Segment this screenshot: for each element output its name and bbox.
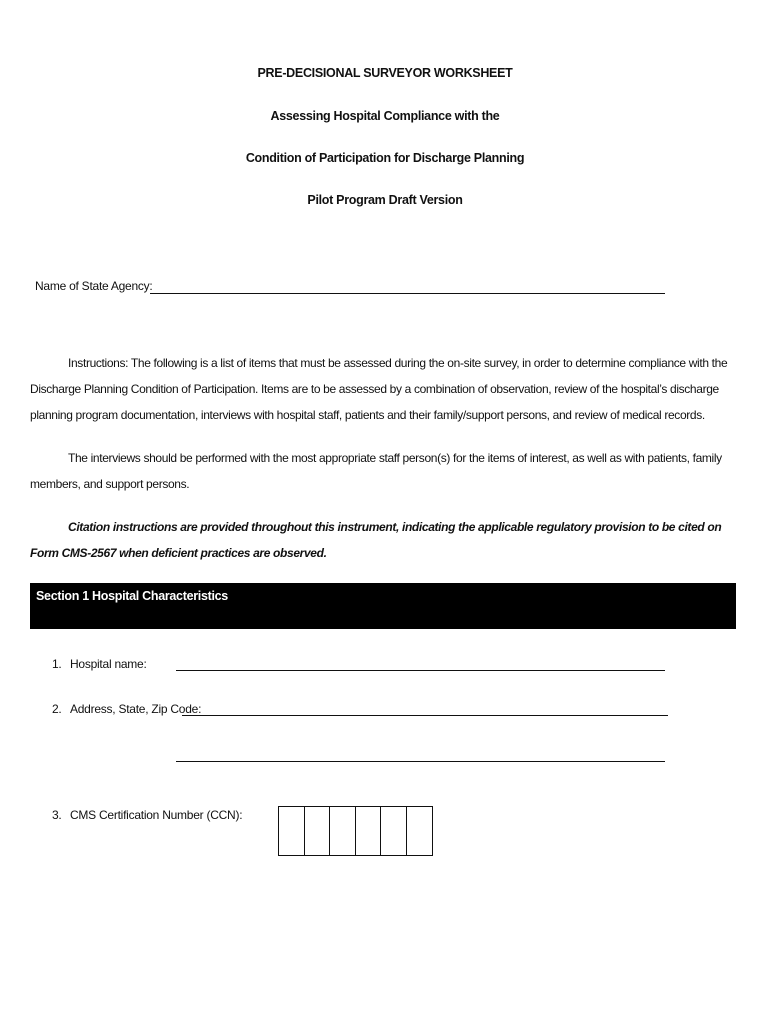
section-1-header	[30, 583, 736, 629]
item-3-number: 3.	[52, 808, 62, 822]
hospital-name-underline	[176, 670, 665, 671]
citation-text: Citation instructions are provided throughout this instrument, indicating the applicable regulatory provision to be cited on Form CMS-2567 when deficient practices are observed.	[30, 520, 722, 560]
state-agency-field[interactable]	[150, 276, 664, 292]
item-1-number: 1.	[52, 657, 62, 671]
worksheet-title: PRE-DECISIONAL SURVEYOR WORKSHEET	[257, 66, 513, 80]
address-underline-1	[182, 715, 668, 716]
interviews-text: The interviews should be performed with the most appropriate staff person(s) for the items of interest, as well as with patients, family members, and support persons.	[30, 451, 722, 491]
ccn-input-grid	[278, 806, 433, 856]
ccn-digit-box[interactable]	[305, 807, 331, 855]
state-agency-label: Name of State Agency:	[35, 279, 153, 293]
citation-paragraph	[30, 514, 730, 566]
address-field[interactable]	[182, 699, 667, 715]
ccn-digit-box[interactable]	[407, 807, 433, 855]
interviews-paragraph	[30, 445, 730, 497]
worksheet-subtitle-line1: Assessing Hospital Compliance with the	[270, 109, 500, 123]
hospital-name-field[interactable]	[176, 654, 664, 670]
worksheet-version: Pilot Program Draft Version	[307, 193, 463, 207]
worksheet-subtitle-line2: Condition of Participation for Discharge Planning	[245, 151, 525, 165]
ccn-digit-box[interactable]	[381, 807, 407, 855]
instructions-paragraph	[30, 350, 730, 428]
address-underline-2	[176, 761, 665, 762]
item-1-label: Hospital name:	[70, 657, 147, 671]
ccn-digit-box[interactable]	[279, 807, 305, 855]
ccn-digit-box[interactable]	[330, 807, 356, 855]
item-3-label: CMS Certification Number (CCN):	[70, 808, 243, 822]
section-1-title: Section 1 Hospital Characteristics	[36, 589, 228, 603]
state-agency-underline	[150, 293, 665, 294]
item-2-label: Address, State, Zip Code:	[70, 702, 202, 716]
instructions-text: Instructions: The following is a list of items that must be assessed during the on-site survey, in order to determine compliance with the Discharge Planning Condition of Participation. Items are to be assessed by a combination of observation, review of the hospital’s discharge planning program documentation, interviews with hospital staff, patients and their family/support persons, and review of medical records.	[30, 356, 728, 422]
ccn-digit-box[interactable]	[356, 807, 382, 855]
item-2-number: 2.	[52, 702, 62, 716]
